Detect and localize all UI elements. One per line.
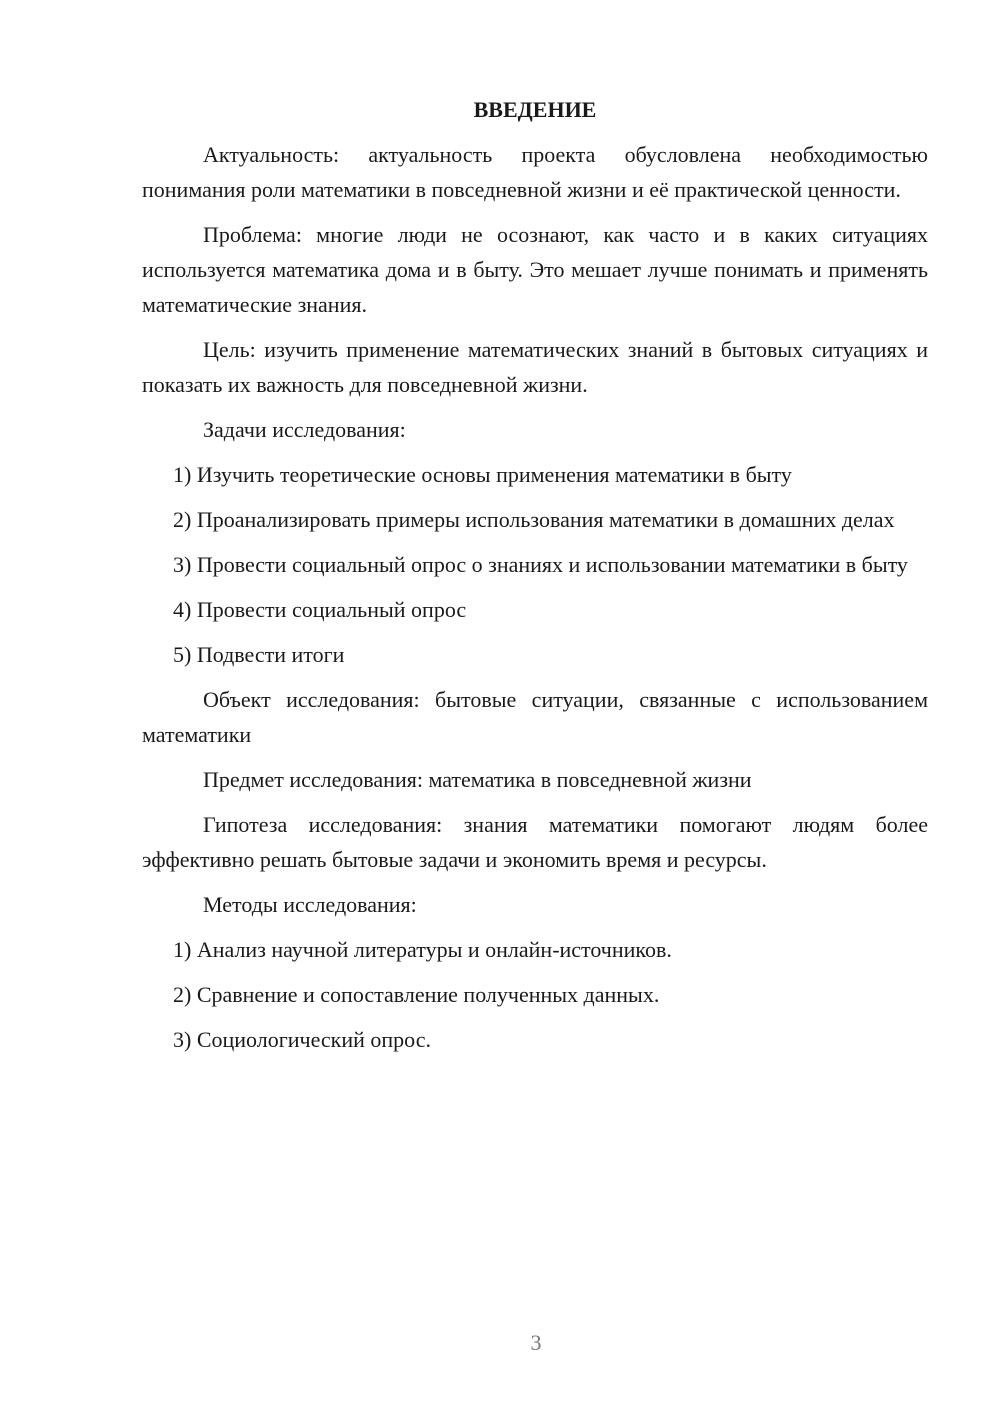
hypothesis-paragraph: Гипотеза исследования: знания математики помогают людям более эффективно решать бытовые задачи и экономить время и ресурсы. xyxy=(142,812,928,872)
method-item: 3) Социологический опрос. xyxy=(173,1027,431,1052)
document-page xyxy=(142,92,928,1067)
goal-paragraph: Цель: изучить применение математических знаний в бытовых ситуациях и показать их важность для повседневной жизни. xyxy=(142,337,928,397)
tasks-heading: Задачи исследования: xyxy=(203,417,406,442)
subject-paragraph: Предмет исследования: математика в повседневной жизни xyxy=(203,767,752,792)
method-item: 1) Анализ научной литературы и онлайн-источников. xyxy=(173,937,672,962)
task-item: 3) Провести социальный опрос о знаниях и использовании математики в быту xyxy=(173,552,908,577)
object-paragraph: Объект исследования: бытовые ситуации, связанные с использованием математики xyxy=(142,687,928,747)
task-item: 2) Проанализировать примеры использования математики в домашних делах xyxy=(173,507,895,532)
methods-heading: Методы исследования: xyxy=(203,892,417,917)
task-item: 1) Изучить теоретические основы применения математики в быту xyxy=(173,462,792,487)
problem-paragraph: Проблема: многие люди не осознают, как часто и в каких ситуациях используется математика дома и в быту. Это мешает лучше понимать и применять математические знания. xyxy=(142,222,928,317)
page-number-text: 3 xyxy=(530,1330,542,1355)
section-title: ВВЕДЕНИЕ xyxy=(473,97,597,122)
task-item: 5) Подвести итоги xyxy=(173,642,345,667)
page-number xyxy=(72,1330,1000,1356)
task-item: 4) Провести социальный опрос xyxy=(173,597,467,622)
relevance-paragraph: Актуальность: актуальность проекта обусловлена необходимостью понимания роли математики в повседневной жизни и её практической ценности. xyxy=(142,142,928,202)
method-item: 2) Сравнение и сопоставление полученных данных. xyxy=(173,982,660,1007)
